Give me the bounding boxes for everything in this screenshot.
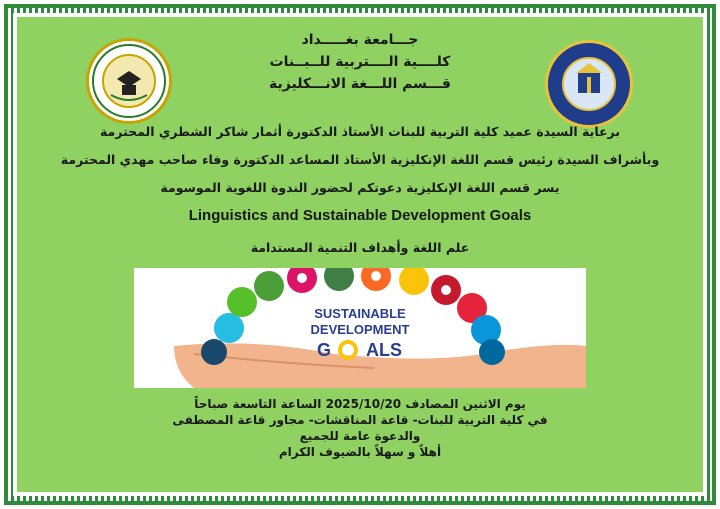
open-invitation-line: والدعوة عامة للجميع bbox=[299, 429, 421, 443]
date-time-line: يوم الاثنين المصادف 2025/10/20 الساعة التاسعة صباحاً bbox=[194, 397, 526, 411]
banner-line-3a: G bbox=[316, 340, 332, 360]
seminar-title-english: Linguistics and Sustainable Development Goals bbox=[188, 207, 532, 224]
banner-line-3b: ALS bbox=[366, 340, 402, 360]
invitation-line: يسر قسم اللغة الإنكليزية دعوتكم لحضور الندوة اللغوية الموسومة bbox=[160, 180, 560, 195]
venue-line: في كلية التربية للبنات- قاعة المناقشات- مجاور قاعة المصطفى bbox=[172, 413, 548, 427]
supervision-line: وبأشراف السيدة رئيس قسم اللغة الإنكليزية الأستاذ المساعد الدكتورة وفاء صاحب مهدي المحترمة bbox=[60, 152, 660, 167]
seminar-title-arabic: علم اللغة وأهداف التنمية المستدامة bbox=[250, 240, 470, 255]
department-name: قـــسم اللـــغة الانـــكليزية bbox=[269, 76, 451, 92]
patronage-line: برعاية السيدة عميد كلية التربية للبنات الأستاذ الدكتورة أثمار شاكر الشطري المحترمة bbox=[99, 124, 621, 139]
sdg-banner bbox=[134, 268, 586, 388]
college-name: كلــــية الــــتربية للــبــنات bbox=[269, 54, 451, 70]
university-name: جـــامعة بغـــــداد bbox=[301, 32, 419, 48]
banner-line-1: SUSTAINABLE bbox=[314, 306, 406, 321]
banner-line-2: DEVELOPMENT bbox=[310, 322, 410, 337]
welcome-line: أهلاً و سهلاً بالضيوف الكرام bbox=[278, 445, 442, 459]
